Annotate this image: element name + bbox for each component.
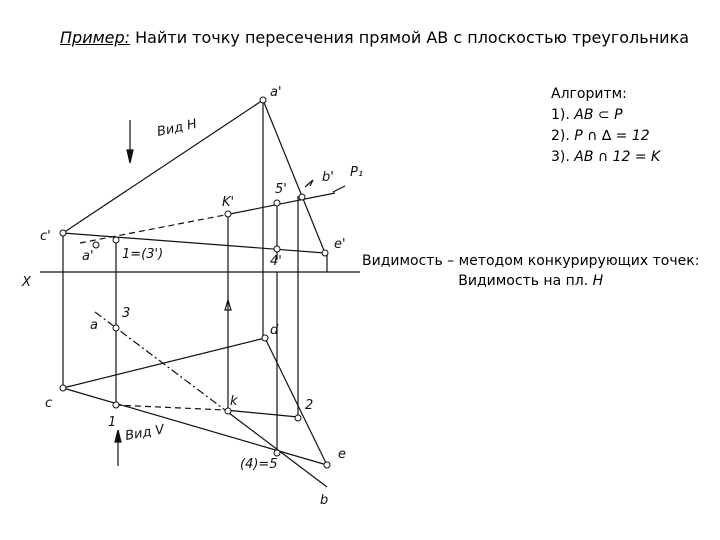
label-x-axis: X [22,275,31,290]
label-1-bot: 1 [108,415,117,430]
title-lead: Пример: [60,28,131,47]
label-b-top: b' [322,170,334,185]
label-5-top: 5' [275,182,287,197]
point-d-bot [262,335,268,341]
line-ab-top-dashed [80,214,230,243]
label-3-bot: 3 [122,306,131,321]
point-c-bot [60,385,66,391]
edge-c-e-bot [63,388,327,465]
edge-c-e-top [63,233,325,253]
line-ab-bot [225,410,327,487]
point-b-top [299,194,305,200]
point-c-top [60,230,66,236]
algorithm-heading: Алгоритм: [551,86,627,102]
step-2-num: 2). [551,128,575,144]
label-d-bot: d [270,323,279,338]
point-a-top [260,97,266,103]
label-4-top: 4' [270,254,282,269]
label-k-bot: k [230,394,238,409]
label-view-v: Вид V [124,422,166,444]
label-4-5-bot: (4)=5 [240,457,278,472]
point-5-top [274,200,280,206]
point-1-top [113,237,119,243]
label-1-3-top: 1=(3') [122,247,164,262]
label-view-h: Вид H [155,116,199,140]
title-text: Найти точку пересечения прямой АВ с плоскостью треугольника [130,28,690,47]
point-2-bot [295,415,301,421]
arrow-b-top [305,180,313,187]
label-e-bot: e [338,447,346,462]
label-c-top: c' [40,229,51,244]
view-h-arrowhead [127,150,133,163]
point-1-bot [113,402,119,408]
step-3-num: 3). [551,149,575,165]
step-3-expr: AB ∩ 12 = K [574,149,661,165]
line-k-2 [225,410,298,417]
label-a1-top: a' [82,249,94,264]
label-a-top: a' [270,85,282,100]
point-4-top [274,246,280,252]
edge-a-e-top [263,100,325,253]
edge-d-e-bot [265,338,327,465]
point-5-bot [274,450,280,456]
label-c-bot: c [45,396,53,411]
view-v-arrowhead [115,430,121,442]
point-3-bot [113,325,119,331]
edge-c-d-bot [63,338,265,388]
label-b-bot: b [320,493,329,508]
step-1-expr: AB ⊂ P [574,107,623,123]
label-2-bot: 2 [305,398,314,413]
p1-trace-mark [333,186,345,192]
label-k-top: K' [222,195,235,210]
point-e-bot [324,462,330,468]
point-k-top [225,211,231,217]
point-a1-top [93,242,99,248]
visibility-line-1: Видимость – методом конкурирующих точек: [362,253,700,269]
point-e-top [322,250,328,256]
step-2-expr: P ∩ ∆ = 12 [574,128,650,144]
label-p1: P₁ [350,165,364,180]
label-a-bot: a [90,318,98,333]
visibility-plane: H [592,273,604,289]
label-e-top: e' [334,237,346,252]
visibility-prefix: Видимость на пл. [458,273,593,289]
step-1-num: 1). [551,107,575,123]
